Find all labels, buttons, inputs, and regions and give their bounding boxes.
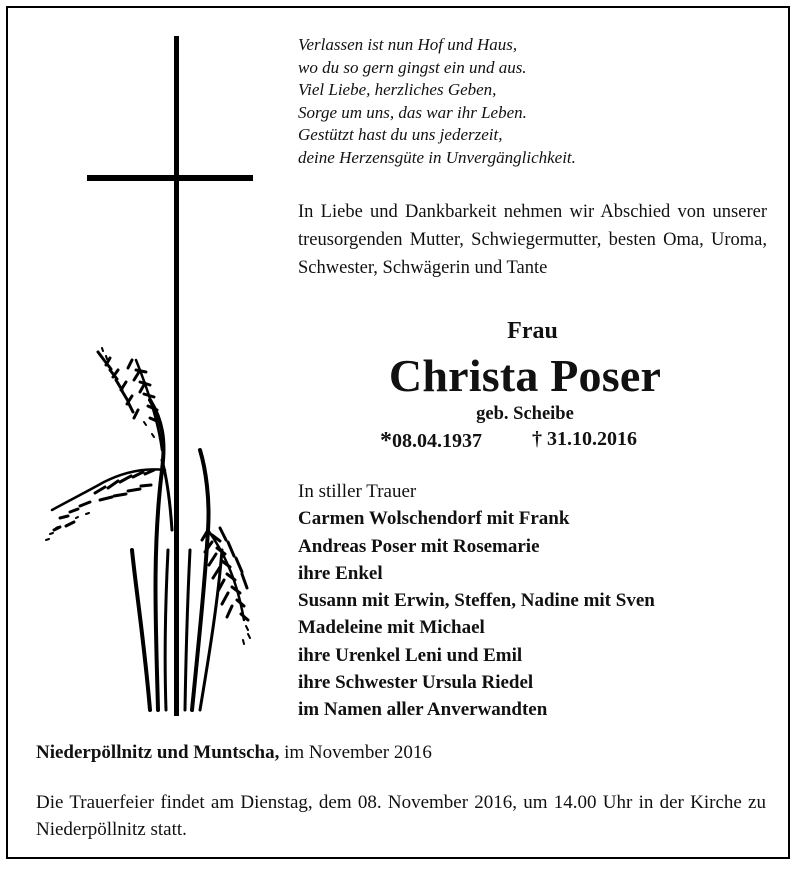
mourner-line: ihre Urenkel Leni und Emil: [298, 644, 523, 666]
poem-line: Verlassen ist nun Hof und Haus,: [298, 35, 518, 54]
funeral-service-info: Die Trauerfeier findet am Dienstag, dem 08. November 2016, um 14.00 Uhr in der Kirche zu Niederpöllnitz statt.: [36, 792, 766, 840]
mourners-heading: In stiller Trauer: [298, 481, 417, 502]
mourner-line: im Namen aller Anverwandten: [298, 699, 548, 721]
death-date: 31.10.2016: [547, 428, 637, 450]
farewell-intro: In Liebe und Dankbarkeit nehmen wir Abschied von unserer treusorgenden Mutter, Schwiegermutter, besten Oma, Uroma, Schwester, Schwägerin und Tante: [298, 202, 767, 278]
mourner-line: Carmen Wolschendorf mit Frank: [298, 508, 570, 530]
deceased-name: Christa Poser: [388, 350, 662, 401]
cross-and-wheat-illustration: [40, 30, 280, 720]
poem-line: deine Herzensgüte in Unvergänglichkeit.: [298, 147, 576, 167]
mourner-line: Madeleine mit Michael: [298, 617, 485, 639]
death-date-line: [532, 428, 637, 451]
mourners-list: [298, 478, 778, 724]
place-location: Niederpöllnitz und Muntscha,: [36, 742, 280, 763]
memorial-poem: [298, 34, 768, 169]
place-date: im November 2016: [284, 742, 432, 763]
poem-line: Gestützt hast du uns jederzeit,: [298, 125, 503, 144]
wheat-icon: [46, 348, 250, 710]
birth-date: 08.04.1937: [392, 430, 482, 452]
mourner-line: ihre Enkel: [298, 562, 383, 584]
maiden-name: geb. Scheibe: [476, 404, 574, 424]
mourner-line: Susann mit Erwin, Steffen, Nadine mit Sven: [298, 590, 655, 612]
place-and-date: [36, 742, 432, 764]
mourner-line: Andreas Poser mit Rosemarie: [298, 535, 540, 557]
death-cross-icon: †: [532, 428, 542, 450]
birth-date-line: [380, 427, 482, 454]
mourner-line: ihre Schwester Ursula Riedel: [298, 672, 534, 694]
poem-line: wo du so gern gingst ein und aus.: [298, 57, 527, 77]
poem-line: Viel Liebe, herzliches Geben,: [298, 80, 497, 99]
deceased-title: Frau: [507, 318, 558, 344]
birth-star-icon: *: [380, 428, 392, 454]
poem-line: Sorge um uns, das war ihr Leben.: [298, 102, 527, 122]
